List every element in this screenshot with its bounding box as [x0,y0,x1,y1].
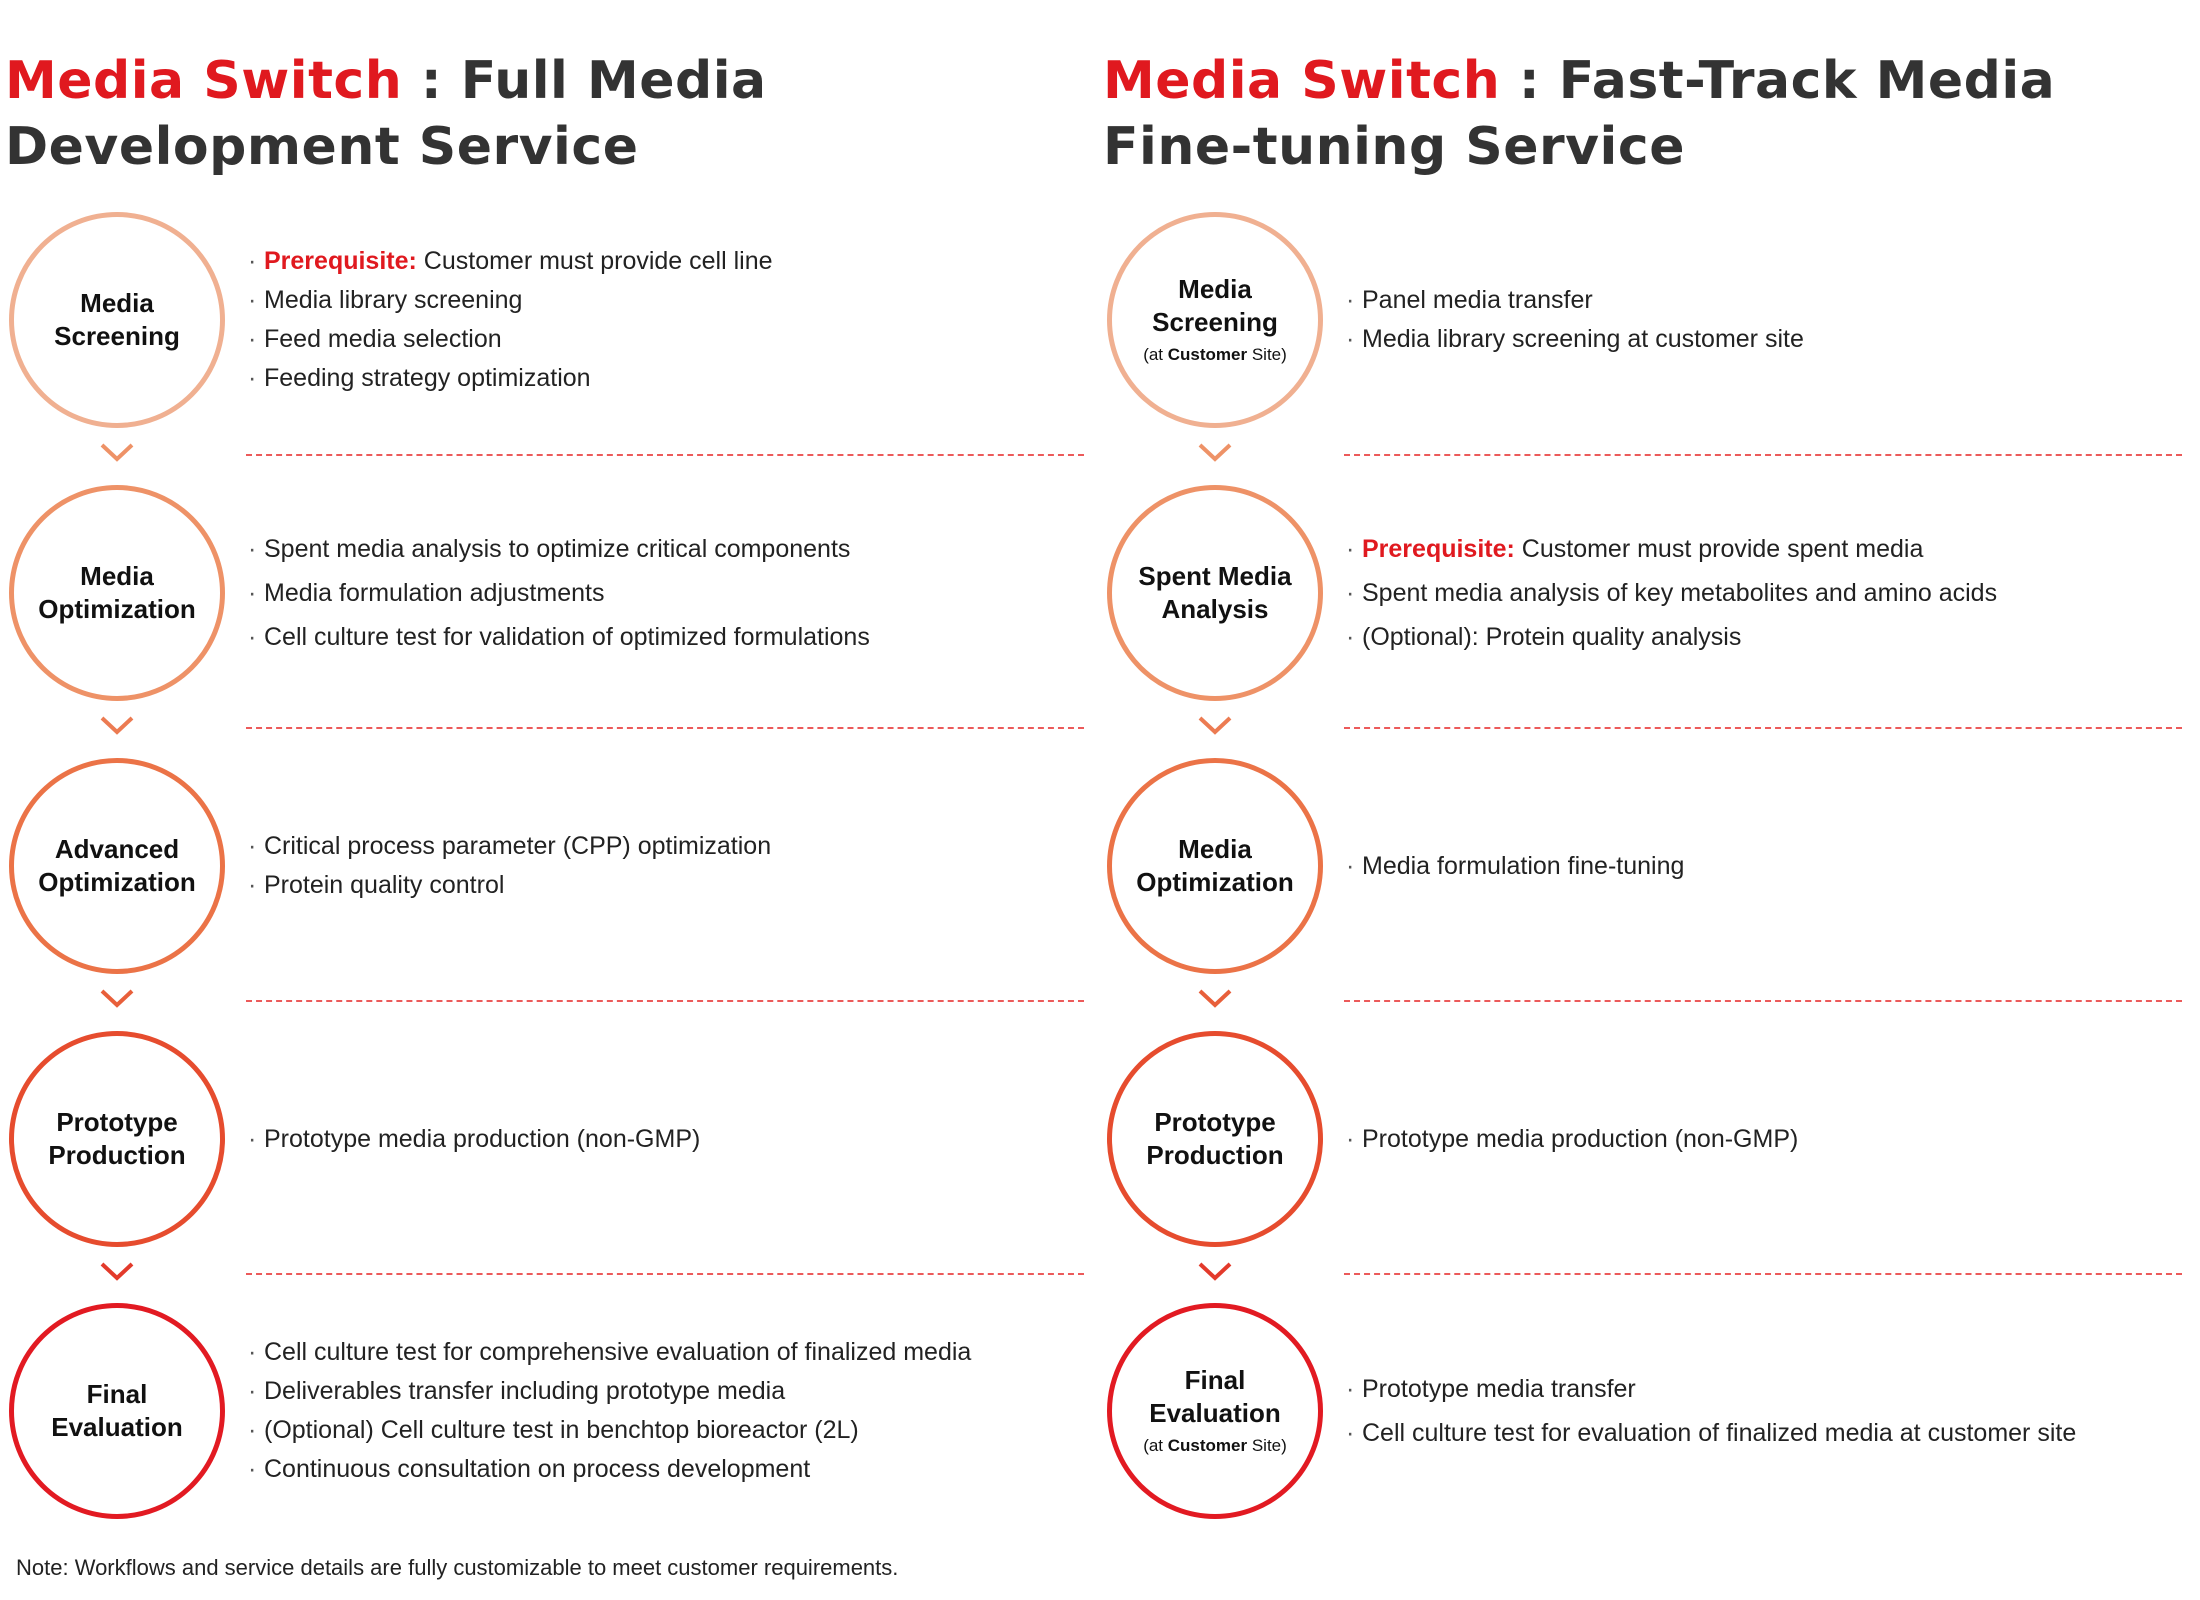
detail-item [248,281,1084,320]
detail-item [248,527,1084,571]
detail-text: Prototype media production (non-GMP) [1362,1124,1799,1153]
detail-text: Cell culture test for validation of optimized formulations [264,623,870,651]
detail-text: Media formulation adjustments [264,579,605,607]
bullet-dot: · [1346,1124,1355,1153]
dashed-divider [246,727,1084,729]
step-label: Spent Media Analysis [1138,561,1292,624]
step-circle [1107,1031,1323,1247]
step-final-evaluation [0,1303,1090,1528]
title-brand: Media Switch [1103,51,1501,111]
step-label: Prototype Production [1146,1107,1284,1170]
detail-item [248,827,1084,866]
detail-item [1346,615,2182,659]
step-label: Final Evaluation [51,1379,183,1442]
detail-text: Spent media analysis to optimize critical components [264,535,851,563]
bullet-dot: · [248,325,257,353]
step-details [248,1303,1084,1519]
bullet-dot: · [248,364,257,392]
detail-item [248,615,1084,659]
step-circle [9,758,225,974]
bullet-dot: · [248,832,257,860]
title-line2: Development Service [5,117,639,177]
title-rest: : Full Media [402,51,767,111]
step-details [1346,212,2182,428]
dashed-divider [1344,1000,2182,1002]
detail-item [1346,281,2182,320]
step-details [1346,485,2182,701]
dashed-divider [1344,454,2182,456]
detail-text: Media formulation fine-tuning [1362,851,1685,880]
step-label: Media Optimization [38,561,196,624]
dashed-divider [246,454,1084,456]
bullet-dot: · [248,579,257,607]
bullet-dot: · [248,1338,257,1366]
dashed-divider [1344,727,2182,729]
prerequisite-label: Prerequisite: [264,247,417,275]
sublabel-prefix: (at [1143,1436,1168,1455]
step-media-screening [0,212,1090,437]
detail-item [248,1411,1084,1450]
detail-item [248,1372,1084,1411]
step-final-evaluation-customer-site [1098,1303,2188,1528]
detail-text: Panel media transfer [1362,286,1593,314]
bullet-dot: · [248,247,257,275]
step-label: Media Screening [1152,274,1278,337]
detail-item [1346,1411,2182,1455]
fast-track-fine-tuning-column [1098,0,2188,1600]
sublabel-prefix: (at [1143,345,1168,364]
step-circle [9,212,225,428]
bullet-dot: · [248,535,257,563]
detail-text: Critical process parameter (CPP) optimization [264,832,772,860]
step-details [248,212,1084,428]
bullet-dot: · [248,1124,257,1153]
step-details [248,485,1084,701]
detail-text: Customer must provide spent media [1514,535,1924,563]
detail-item [248,320,1084,359]
detail-item [248,571,1084,615]
step-details [1346,758,2182,974]
step-prototype-production [1098,1031,2188,1256]
step-details [1346,1303,2182,1519]
step-circle [1107,212,1323,428]
detail-item [248,242,1084,281]
step-sublabel [1143,343,1287,367]
detail-text: Feeding strategy optimization [264,364,591,392]
chevron-down-icon [99,988,135,1010]
bullet-dot: · [1346,325,1355,353]
chevron-down-icon [99,442,135,464]
detail-item [248,866,1084,905]
step-details [1346,1031,2182,1247]
step-label: Media Screening [54,288,180,351]
step-details [248,758,1084,974]
detail-text: Spent media analysis of key metabolites and amino acids [1362,579,1998,607]
step-prototype-production [0,1031,1090,1256]
step-media-optimization [0,485,1090,710]
detail-item [248,1120,1084,1159]
step-label: Final Evaluation [1149,1365,1281,1428]
title-rest: : Fast-Track Media [1500,51,2056,111]
dashed-divider [246,1273,1084,1275]
bullet-dot: · [1346,851,1355,880]
full-media-development-column [0,0,1090,1600]
detail-text: Cell culture test for comprehensive evaluation of finalized media [264,1338,972,1366]
step-spent-media-analysis [1098,485,2188,710]
chevron-down-icon [1197,988,1233,1010]
detail-text: Customer must provide cell line [416,247,773,275]
step-circle [9,1031,225,1247]
detail-item [248,1333,1084,1372]
detail-item [1346,571,2182,615]
step-label: Advanced Optimization [38,834,196,897]
sublabel-suffix: Site) [1247,345,1287,364]
detail-text: Deliverables transfer including prototype media [264,1377,786,1405]
detail-item [1346,320,2182,359]
title-brand: Media Switch [5,51,403,111]
detail-text: Media library screening at customer site [1362,325,1804,353]
step-sublabel [1143,1434,1287,1458]
detail-text: Prototype media transfer [1362,1375,1636,1403]
detail-item [1346,527,2182,571]
detail-text: Cell culture test for evaluation of finalized media at customer site [1362,1419,2077,1447]
detail-text: (Optional) Cell culture test in benchtop bioreactor (2L) [264,1416,859,1444]
bullet-dot: · [1346,579,1355,607]
sublabel-bold: Customer [1167,345,1248,364]
sublabel-suffix: Site) [1247,1436,1287,1455]
detail-text: Media library screening [264,286,523,314]
bullet-dot: · [248,1377,257,1405]
bullet-dot: · [248,871,257,899]
step-advanced-optimization [0,758,1090,983]
step-circle [1107,1303,1323,1519]
bullet-dot: · [1346,286,1355,314]
title-line2: Fine-tuning Service [1103,117,1685,177]
detail-item [248,1450,1084,1489]
bullet-dot: · [1346,1419,1355,1447]
sublabel-bold: Customer [1167,1436,1248,1455]
detail-item [248,359,1084,398]
footnote: Note: Workflows and service details are fully customizable to meet customer requirements. [16,1555,899,1580]
chevron-down-icon [1197,1261,1233,1283]
chevron-down-icon [1197,442,1233,464]
bullet-dot: · [248,1416,257,1444]
full-media-development-title [5,48,767,180]
step-circle [1107,758,1323,974]
step-circle [9,1303,225,1519]
step-circle [9,485,225,701]
bullet-dot: · [248,1455,257,1483]
bullet-dot: · [1346,535,1355,563]
detail-text: Feed media selection [264,325,502,353]
step-circle [1107,485,1323,701]
step-details [248,1031,1084,1247]
prerequisite-label: Prerequisite: [1362,535,1515,563]
detail-text: (Optional): Protein quality analysis [1362,623,1742,651]
dashed-divider [1344,1273,2182,1275]
detail-item [1346,1367,2182,1411]
chevron-down-icon [1197,715,1233,737]
detail-text: Protein quality control [264,871,505,899]
step-label: Prototype Production [48,1107,186,1170]
bullet-dot: · [1346,1375,1355,1403]
dashed-divider [246,1000,1084,1002]
fast-track-fine-tuning-title [1103,48,2055,180]
detail-item [1346,847,2182,886]
detail-text: Prototype media production (non-GMP) [264,1124,701,1153]
chevron-down-icon [99,1261,135,1283]
chevron-down-icon [99,715,135,737]
detail-text: Continuous consultation on process development [264,1455,811,1483]
bullet-dot: · [248,623,257,651]
bullet-dot: · [248,286,257,314]
bullet-dot: · [1346,623,1355,651]
step-media-optimization [1098,758,2188,983]
step-media-screening-customer-site [1098,212,2188,437]
detail-item [1346,1120,2182,1159]
step-label: Media Optimization [1136,834,1294,897]
